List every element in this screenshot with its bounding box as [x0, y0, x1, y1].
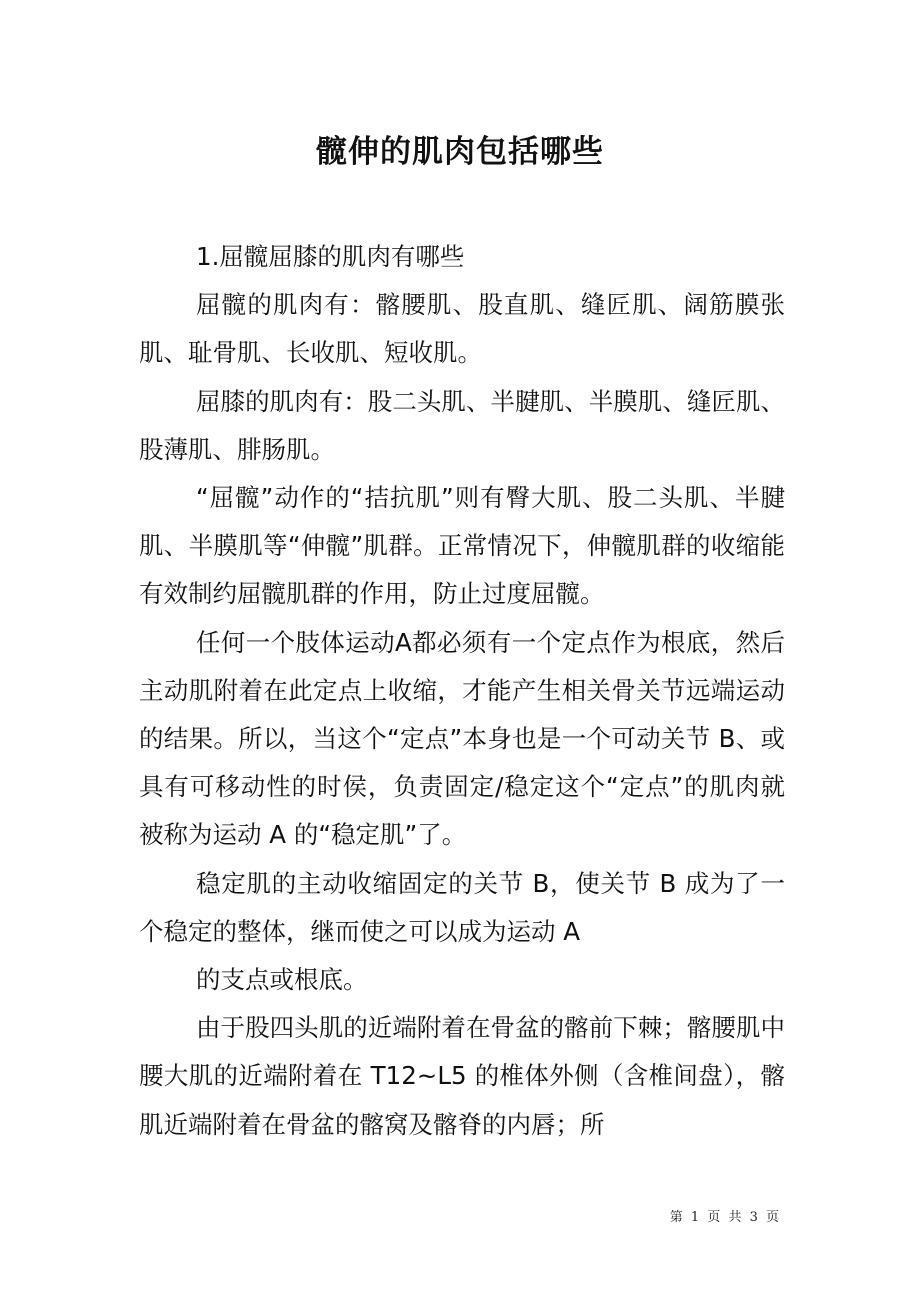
page-title: 髋伸的肌肉包括哪些 [316, 134, 604, 170]
paragraph-fixed-point: 任何一个肢体运动A都必须有一个定点作为根底，然后主动肌附着在此定点上收缩，才能产生相关骨关节远端运动的结果。所以，当这个“定点”本身也是一个可动关节 B、或具有可移动性的时侯，负责固定/稳定这个“定点”的肌肉就被称为运动 A 的“稳定肌”了。 [139, 627, 785, 850]
document-body [139, 233, 785, 1149]
paragraph-stabilizer: 稳定肌的主动收缩固定的关节 B，使关节 B 成为了一个稳定的整体，继而使之可以成为运动 A [139, 868, 785, 946]
paragraph-hip-flexors: 屈髋的肌肉有：髂腰肌、股直肌、缝匠肌、阔筋膜张肌、耻骨肌、长收肌、短收肌。 [139, 290, 785, 368]
paragraph-knee-flexors: 屈膝的肌肉有：股二头肌、半腱肌、半膜肌、缝匠肌、股薄肌、腓肠肌。 [139, 386, 785, 464]
section-heading: 1.屈髋屈膝的肌肉有哪些 [196, 242, 465, 271]
page-footer: 第 1 页 共 3 页 [669, 1210, 781, 1225]
paragraph-attachments: 由于股四头肌的近端附着在骨盆的髂前下棘；髂腰肌中腰大肌的近端附着在 T12~L5 的椎体外侧（含椎间盘），髂肌近端附着在骨盆的髂窝及髂脊的内唇；所 [139, 1013, 785, 1139]
paragraph-antagonists: “屈髋”动作的“拮抗肌”则有臀大肌、股二头肌、半腱肌、半膜肌等“伸髋”肌群。正常情况下，伸髋肌群的收缩能有效制约屈髋肌群的作用，防止过度屈髋。 [139, 483, 785, 609]
paragraph-fulcrum: 的支点或根底。 [196, 965, 368, 995]
